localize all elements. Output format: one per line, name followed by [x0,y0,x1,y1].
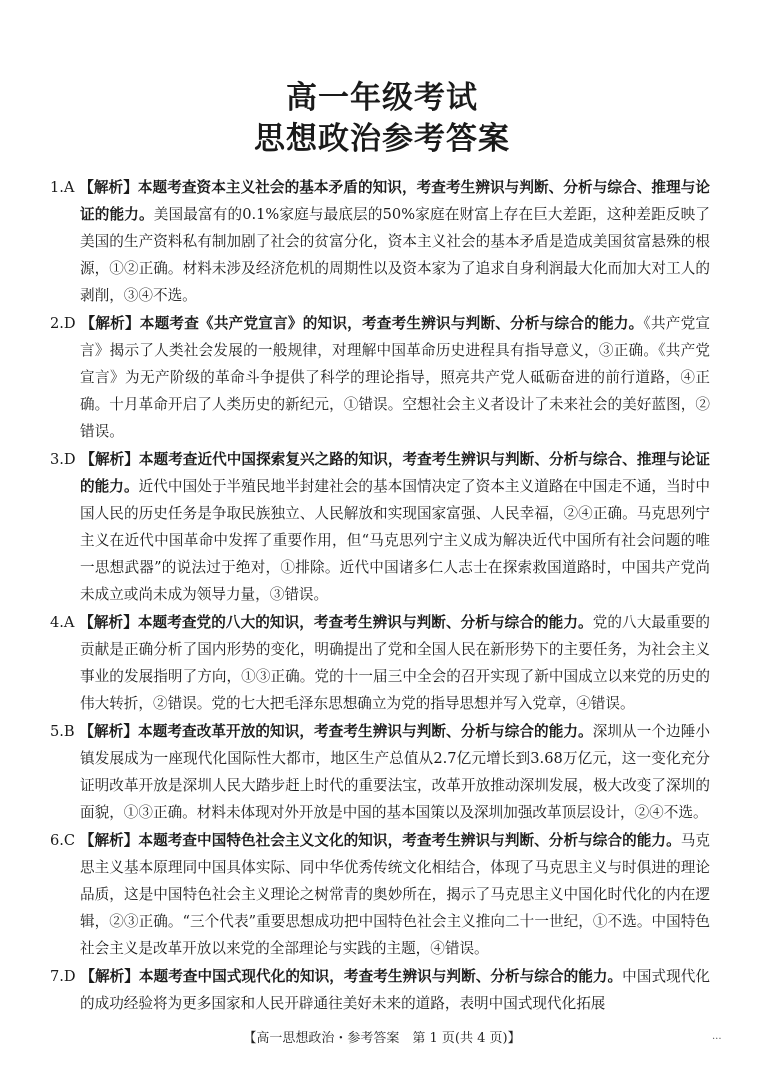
page-title: 高一年级考试 [286,80,478,116]
corner-mark: ... [712,1031,722,1042]
analysis-heading: 【解析】本题考查近代中国探索复兴之路的知识，考查考生辨识与判断、分析与综合、推理与论证的能力。 [80,451,710,495]
answer-item-2 [50,311,710,446]
answer-number: 1.A [50,179,75,196]
answer-number: 2.D [50,315,76,333]
analysis-text: 马克思主义基本原理同中国具体实际、同中华优秀传统文化相结合，体现了马克思主义与时俱进的理论品质，这是中国特色社会主义理论之树常青的奥妙所在，揭示了马克思主义中国化时代化的内在逻辑，②③正确。“三个代表”重要思想成功把中国特色社会主义推向二十一世纪，①不选。中国特色社会主义是改革开放以来党的全部理论与实践的主题，④错误。 [80,832,710,957]
analysis-text: 近代中国处于半殖民地半封建社会的基本国情决定了资本主义道路在中国走不通，当时中国人民的历史任务是争取民族独立、人民解放和实现国家富强、人民幸福，②④正确。马克思列宁主义在近代中国革命中发挥了重要作用，但“马克思列宁主义成为解决近代中国所有社会问题的唯一思想武器”的说法过于绝对，①排除。近代中国诸多仁人志士在探索救国道路时，中国共产党尚未成立或尚未成为领导力量，③错误。 [80,477,710,603]
answer-number: 3.D [50,451,76,469]
analysis-heading: 【解析】本题考查党的八大的知识，考查考生辨识与判断、分析与综合的能力。 [79,614,593,631]
analysis-heading: 【解析】本题考查改革开放的知识，考查考生辨识与判断、分析与综合的能力。 [79,723,593,741]
answer-item-4 [50,610,710,718]
analysis-text: 《共产党宣言》揭示了人类社会发展的一般规律，对理解中国革命历史进程具有指导意义，③正确。《共产党宣言》为无产阶级的革命斗争提供了科学的理论指导，照亮共产党人砥砺奋进的前行道路，④正确。十月革命开启了人类历史的新纪元，①错误。空想社会主义者设计了未来社会的美好蓝图，②错误。 [80,315,711,440]
analysis-heading: 【解析】本题考查资本主义社会的基本矛盾的知识，考查考生辨识与判断、分析与综合、推理与论证的能力。 [79,179,710,223]
answer-number: 6.C [50,832,76,850]
answer-item-3 [50,447,710,608]
answer-number: 5.B [50,723,75,741]
analysis-text: 党的八大最重要的贡献是正确分析了国内形势的变化，明确提出了党和全国人民在新形势下的主要任务，为社会主义事业的发展指明了方向，①③正确。党的十一届三中全会的召开实现了新中国成立以来党的历史的伟大转折，②错误。党的七大把毛泽东思想确立为党的指导思想并写入党章，④错误。 [80,614,710,712]
answer-number: 4.A [50,614,75,631]
page-footer: 【高一思想政治・参考答案 第 1 页(共 4 页)】 [243,1031,521,1046]
answer-item-1 [50,175,710,310]
analysis-text: 深圳从一个边陲小镇发展成为一座现代化国际性大都市，地区生产总值从2.7亿元增长到3.68万亿元，这一变化充分证明改革开放是深圳人民大踏步赶上时代的重要法宝，改革开放推动深圳发展，极大改变了深圳的面貌，①③正确。材料未体现对外开放是中国的基本国策以及深圳加强改革顶层设计，②④不选。 [80,723,710,821]
answer-item-5 [50,719,710,827]
analysis-heading: 【解析】本题考查《共产党宣言》的知识，考查考生辨识与判断、分析与综合的能力。 [80,315,644,333]
analysis-heading: 【解析】本题考查中国式现代化的知识，考查考生辨识与判断、分析与综合的能力。 [80,968,623,986]
answer-item-7 [50,964,710,1018]
answer-list [50,175,710,1020]
answer-number: 7.D [50,968,76,986]
analysis-heading: 【解析】本题考查中国特色社会主义文化的知识，考查考生辨识与判断、分析与综合的能力。 [79,832,681,850]
analysis-text: 中国式现代化的成功经验将为更多国家和人民开辟通往美好未来的道路，表明中国式现代化拓展 [80,968,710,1013]
analysis-text: 美国最富有的0.1%家庭与最底层的50%家庭在财富上存在巨大差距，这种差距反映了美国的生产资料私有制加剧了社会的贫富分化，资本主义社会的基本矛盾是造成美国贫富悬殊的根源，①②正确。材料未涉及经济危机的周期性以及资本家为了追求自身利润最大化而加大对工人的剥削，③④不选。 [80,205,710,304]
page-subtitle: 思想政治参考答案 [254,121,510,157]
answer-item-6 [50,828,710,963]
